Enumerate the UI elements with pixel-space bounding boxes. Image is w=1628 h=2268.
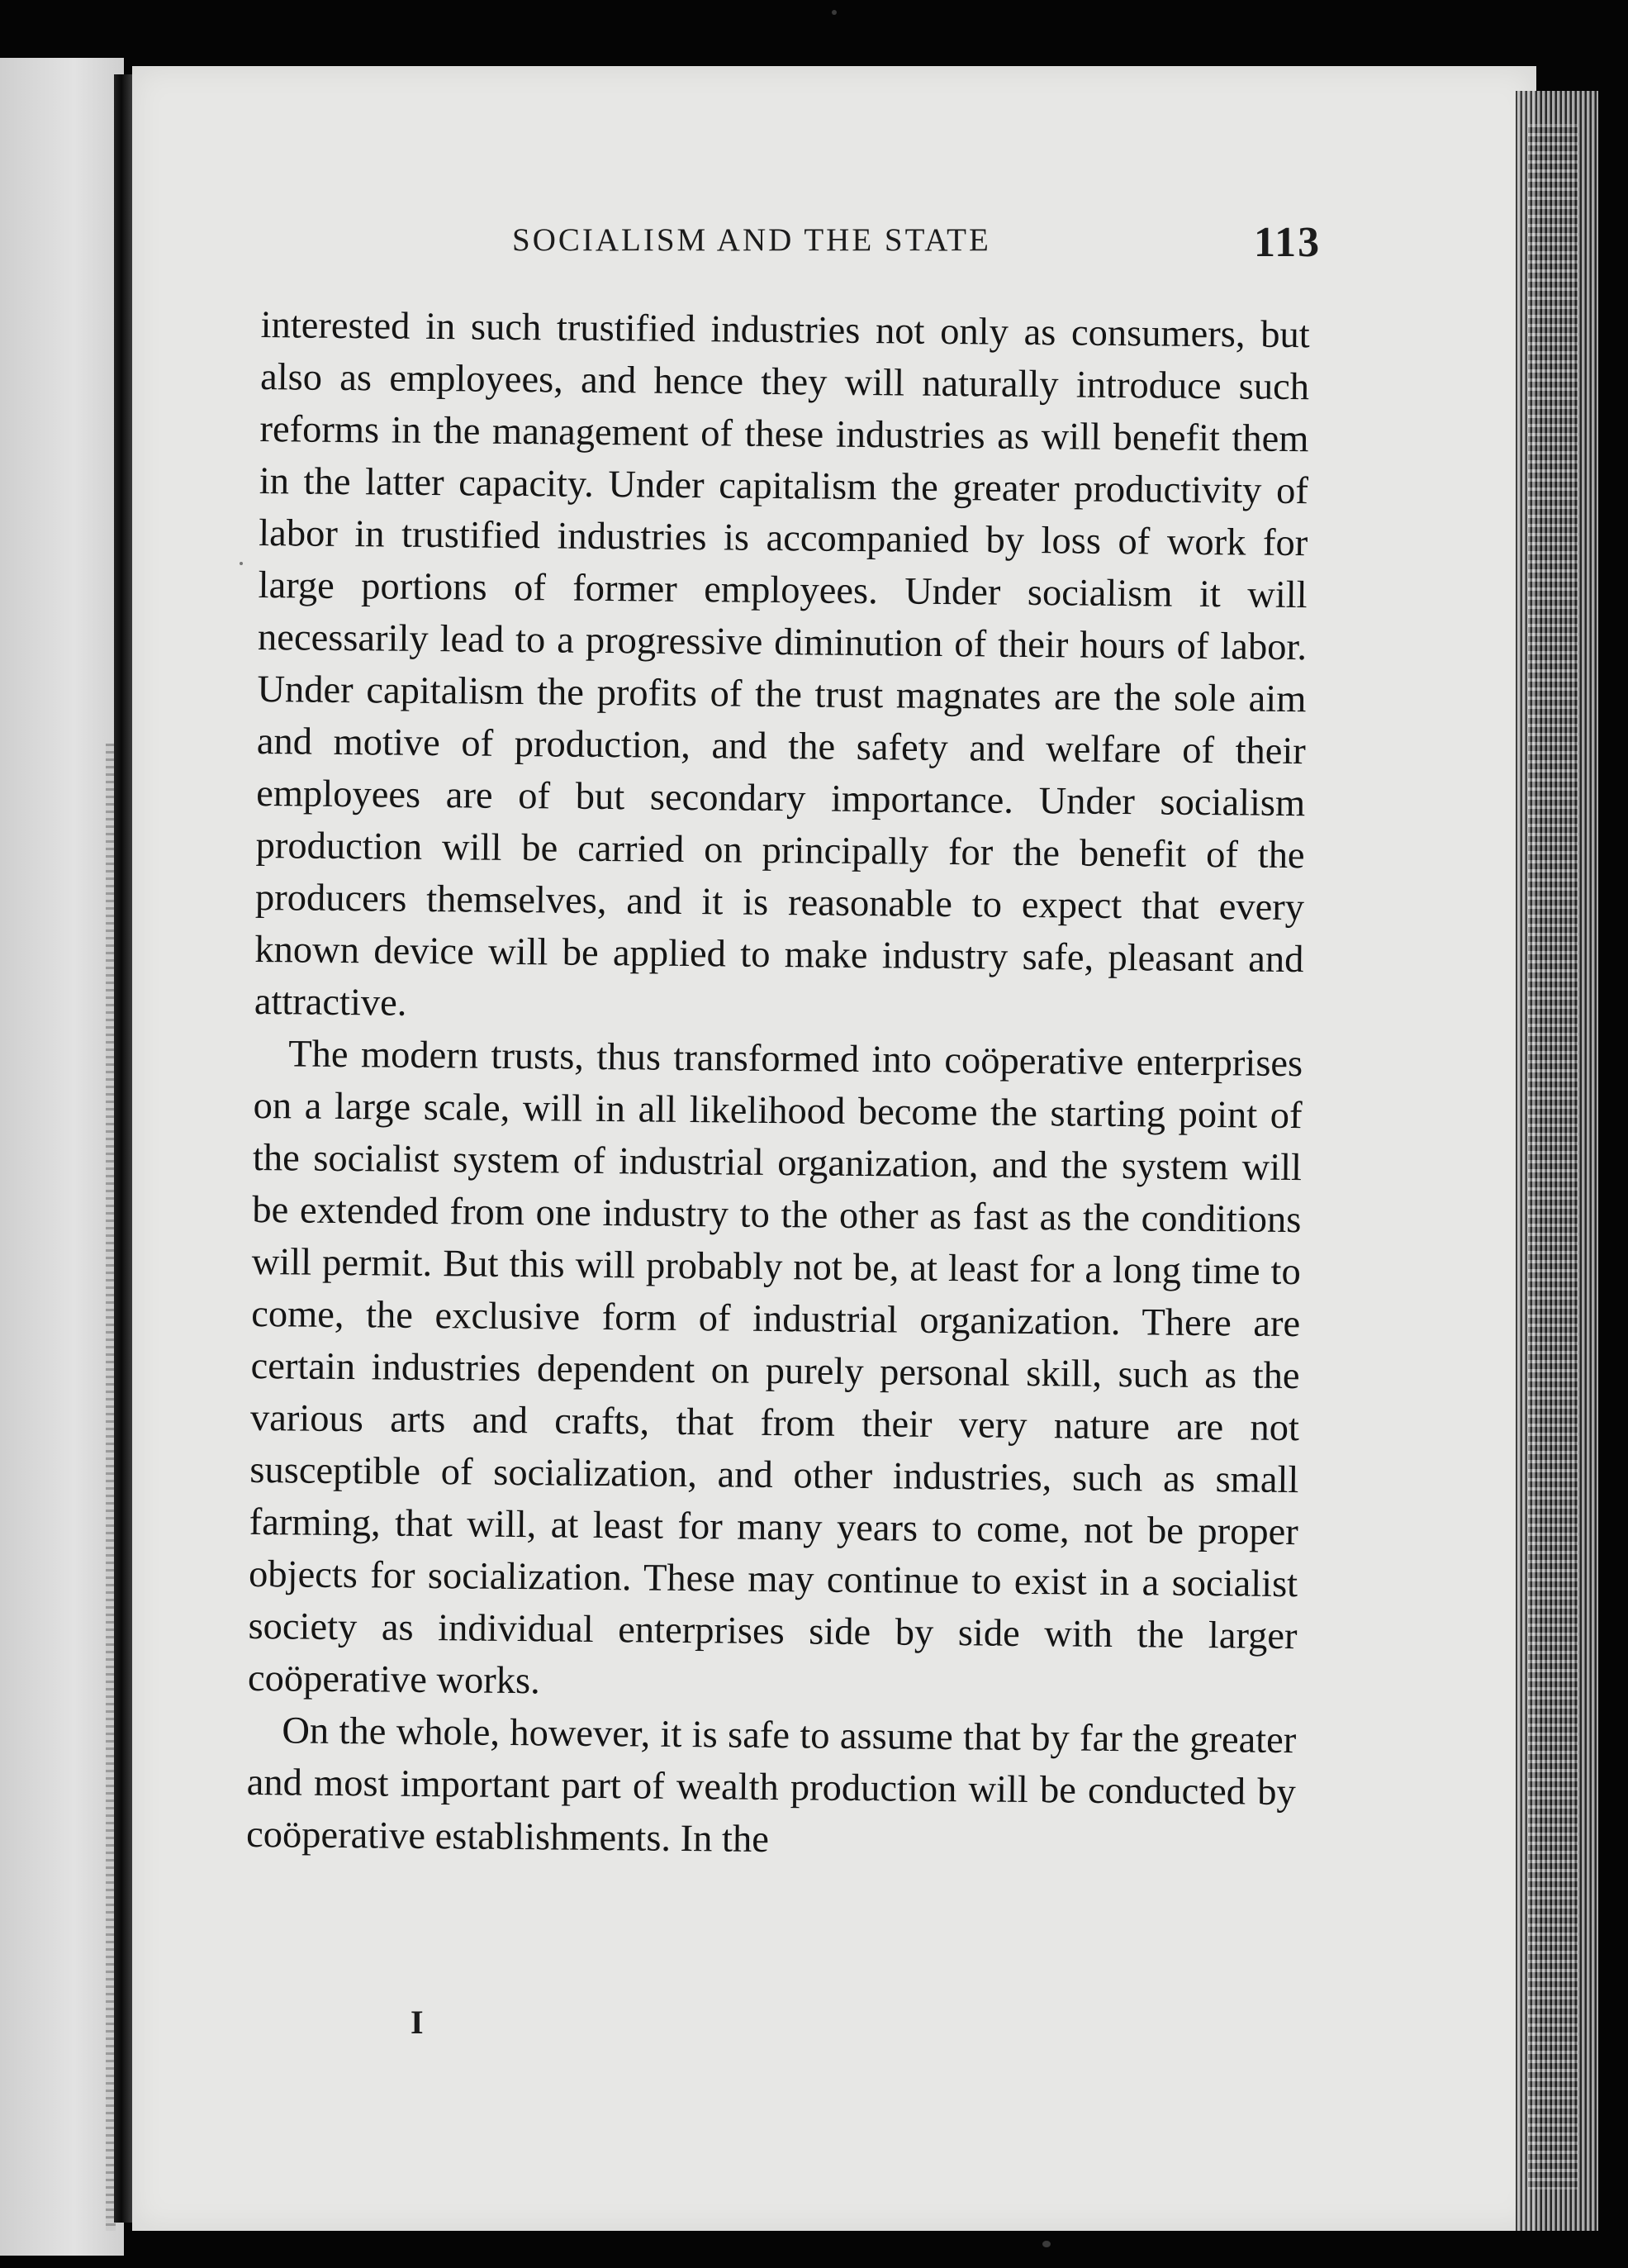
dust-speck: [240, 562, 243, 565]
page-number: 113: [1254, 219, 1322, 266]
paragraph-2: The modern trusts, thus transformed into coöperative enterprises on a large scale, will in all likelihood become the starting point of the socialist system of industrial organization, and the system will be extended from one industry to the other as fast as the conditions will permit. But this will probably not be, at least for a long time to come, the exclusive form of industrial organization. There are certain industries dependent on purely personal skill, such as the various arts and crafts, that from their very nature are not susceptible of socialization, and other industries, such as small farming, that will, at least for many years to come, not be proper objects for socialization. These may continue to exist in a socialist society as individual enterprises side by side with the larger coöperative works.: [247, 1033, 1303, 1703]
book-gutter: [114, 74, 132, 2223]
dust-speck: [832, 10, 837, 15]
page-header: [512, 221, 1338, 279]
running-head: SOCIALISM AND THE STATE: [512, 222, 991, 258]
dust-speck: [1042, 2241, 1051, 2247]
body-text: [246, 299, 1310, 1871]
page-stack-shading: [1528, 124, 1578, 2190]
paragraph-3: On the whole, however, it is safe to assume that by far the greater and most important part of wealth production will be conducted by coöperative establishments. In the: [245, 1709, 1297, 1861]
paragraph-1: interested in such trustified industries not only as consumers, but also as employees, and hence they will naturally introduce such reforms in the management of these industries as will benefit them in the latter capacity. Under capitalism the greater productivity of labor in trustified industries is accompanied by loss of work for large portions of former employees. Under socialism it will necessarily lead to a progressive diminution of their hours of labor. Under capitalism the profits of the trust magnates are the sole aim and motive of production, and the safety and welfare of their employees are of but secondary importance. Under socialism production will be carried on principally for the benefit of the producers themselves, and it is reasonable to expect that every known device will be applied to make industry safe, pleasant and attractive.: [254, 303, 1310, 1025]
signature-mark: I: [411, 2004, 424, 2041]
